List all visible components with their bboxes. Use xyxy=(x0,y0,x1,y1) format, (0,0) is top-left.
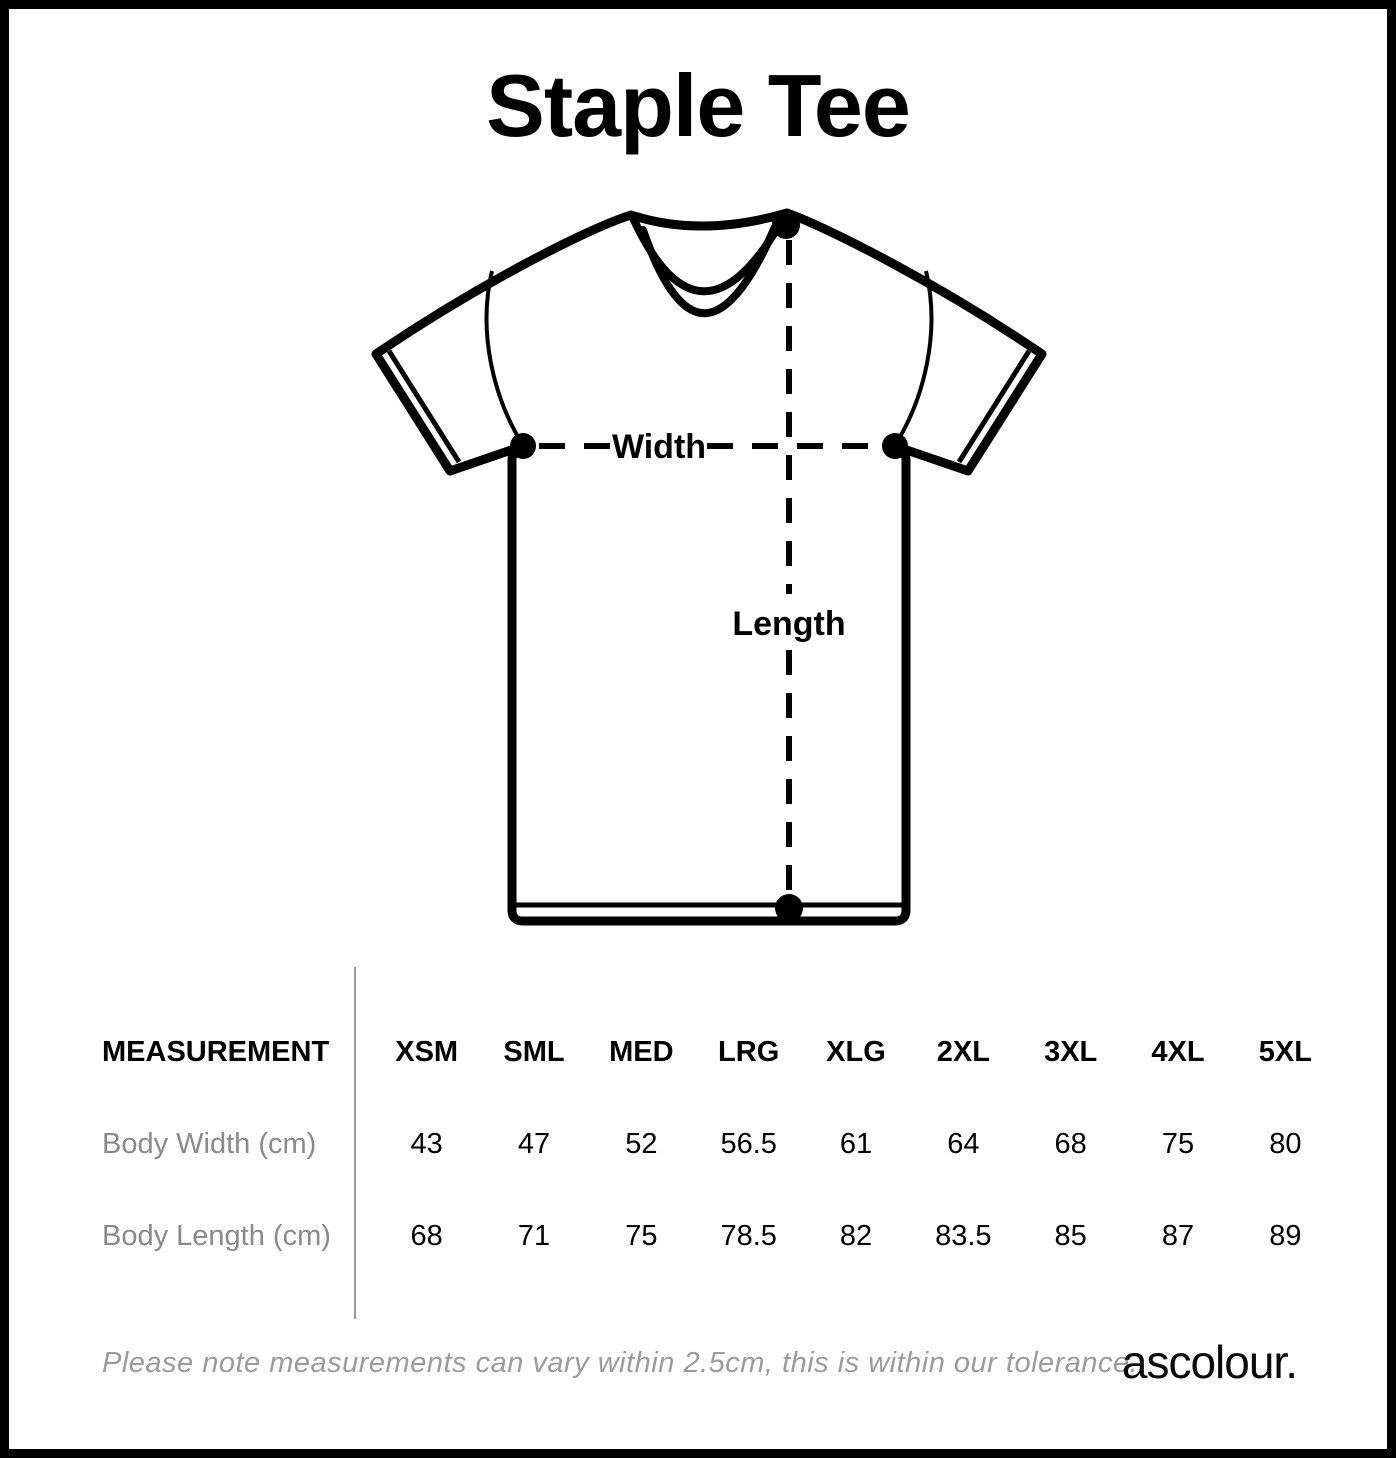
value-cell: 80 xyxy=(1269,1127,1302,1160)
measurement-header: MEASUREMENT xyxy=(102,1035,330,1068)
value-cell: 52 xyxy=(625,1127,658,1160)
row-label: Body Length (cm) xyxy=(102,1219,331,1252)
page-title: Staple Tee xyxy=(486,56,910,155)
collar-shoulder-dot xyxy=(772,211,800,239)
size-header: 4XL xyxy=(1151,1035,1205,1068)
size-header: 3XL xyxy=(1044,1035,1098,1068)
size-header: SML xyxy=(503,1035,565,1068)
tolerance-note: Please note measurements can vary within 2.5cm, this is within our tolerance. xyxy=(102,1347,1139,1379)
width-label: Width xyxy=(611,428,707,466)
size-header: LRG xyxy=(718,1035,780,1068)
table-row-body-width xyxy=(9,1126,1396,1162)
table-row-body-length xyxy=(9,1218,1396,1254)
value-cell: 75 xyxy=(625,1219,658,1252)
size-header-cells xyxy=(373,1034,1339,1070)
value-cell: 43 xyxy=(410,1127,443,1160)
tshirt-diagram xyxy=(340,185,1078,943)
value-cell: 87 xyxy=(1161,1219,1195,1252)
size-header: 2XL xyxy=(936,1035,990,1068)
size-header: 5XL xyxy=(1258,1035,1312,1068)
right-armpit-dot xyxy=(882,433,908,459)
value-cell: 47 xyxy=(517,1127,551,1160)
value-cell: 64 xyxy=(947,1127,980,1160)
value-cell: 68 xyxy=(410,1219,443,1252)
size-header: XLG xyxy=(826,1035,886,1068)
value-cell: 61 xyxy=(839,1127,873,1160)
row-value-cells xyxy=(373,1218,1339,1254)
value-cell: 68 xyxy=(1054,1127,1087,1160)
value-cell: 71 xyxy=(517,1219,551,1252)
row-value-cells xyxy=(373,1126,1339,1162)
row-label: Body Width (cm) xyxy=(102,1127,317,1160)
tshirt-outline-shape xyxy=(376,213,1042,921)
value-cell: 78.5 xyxy=(720,1219,777,1252)
table-header-row xyxy=(9,1034,1396,1070)
value-cell: 82 xyxy=(839,1219,873,1252)
value-cell: 89 xyxy=(1269,1219,1302,1252)
value-cell: 83.5 xyxy=(935,1219,992,1252)
value-cell: 56.5 xyxy=(720,1127,777,1160)
value-cell: 85 xyxy=(1054,1219,1087,1252)
size-header: MED xyxy=(609,1035,674,1068)
size-header: XSM xyxy=(395,1035,459,1068)
length-label: Length xyxy=(732,605,846,643)
value-cell: 75 xyxy=(1161,1127,1195,1160)
brand-logo: ascolour. xyxy=(1121,1336,1297,1388)
hem-bottom-dot xyxy=(775,894,803,922)
left-armpit-dot xyxy=(510,433,536,459)
